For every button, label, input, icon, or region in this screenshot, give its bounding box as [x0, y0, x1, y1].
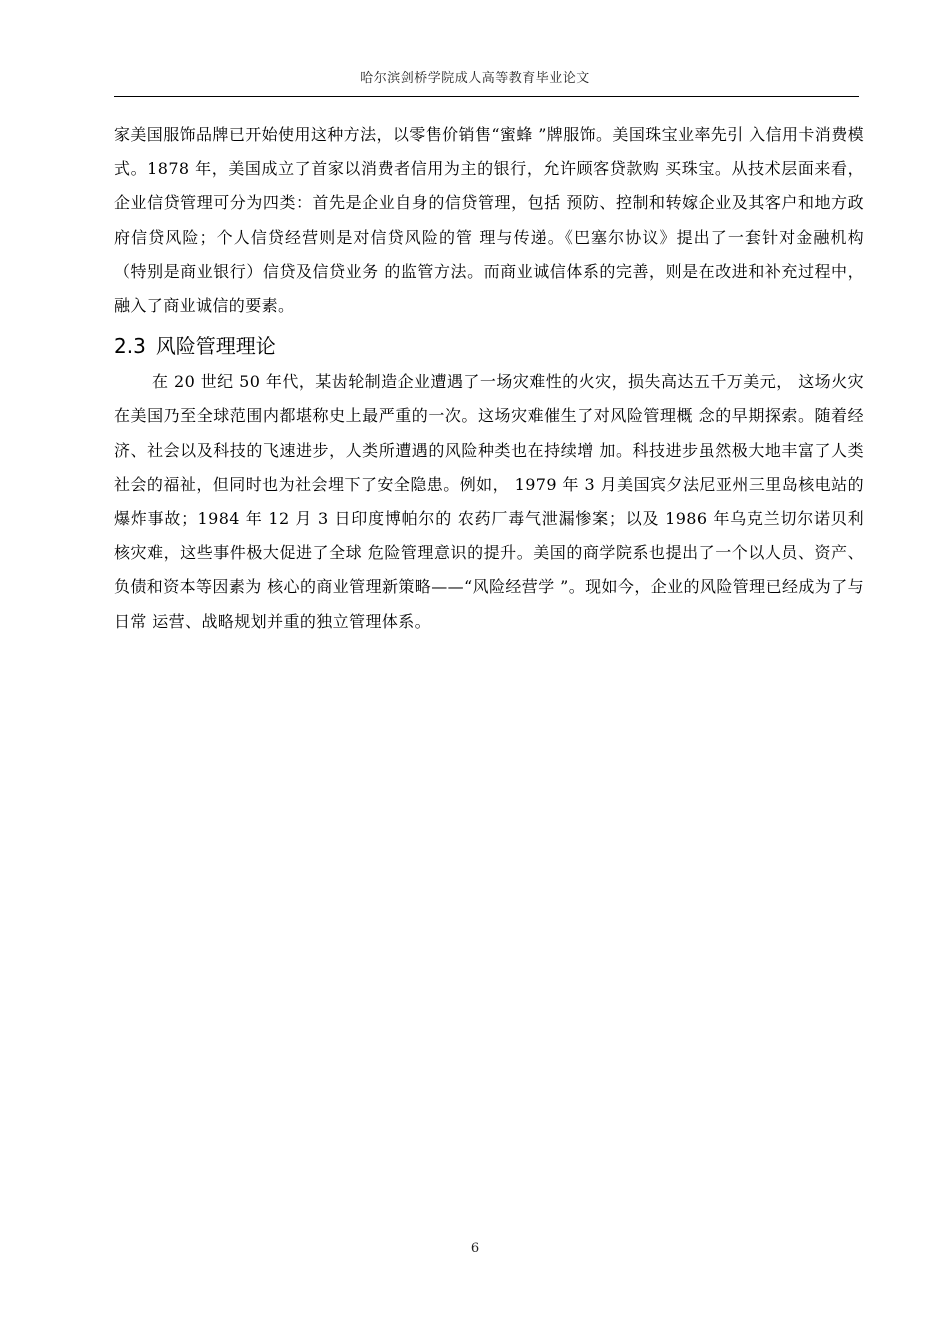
section-heading — [114, 331, 864, 361]
body-paragraph-2: 在 20 世纪 50 年代，某齿轮制造企业遭遇了一场灾难性的火灾，损失高达五千万美元， 这场火灾在美国乃至全球范围内都堪称史上最严重的一次。这场灾难催生了对风险管理概 念的早期探索。随着经济、社会以及科技的飞速进步，人类所遭遇的风险种类也在持续增 加。科技进步虽然极大地丰富了人类社会的福祉，但同时也为社会埋下了安全隐患。例如， 1979 年 3 月美国宾夕法尼亚州三里岛核电站的爆炸事故；1984 年 12 月 3 日印度博帕尔的 农药厂毒气泄漏惨案；以及 1986 年乌克兰切尔诺贝利核灾难，这些事件极大促进了全球 危险管理意识的提升。美国的商学院系也提出了一个以人员、资产、负债和资本等因素为 核心的商业管理新策略——“风险经营学 ”。现如今，企业的风险管理已经成为了与日常 运营、战略规划并重的独立管理体系。 — [114, 372, 864, 631]
running-header: 哈尔滨剑桥学院成人高等教育毕业论文 — [360, 71, 590, 86]
page-number: 6 — [470, 1241, 480, 1256]
body-paragraph-1: 家美国服饰品牌已开始使用这种方法，以零售价销售“蜜蜂 ”牌服饰。美国珠宝业率先引 入信用卡消费模式。1878 年，美国成立了首家以消费者信用为主的银行，允许顾客贷款购 买珠宝。从技术层面来看，企业信贷管理可分为四类：首先是企业自身的信贷管理，包括 预防、控制和转嫁企业及其客户和地方政府信贷风险；个人信贷经营则是对信贷风险的管 理与传递。《巴塞尔协议》提出了一套针对金融机构（特别是商业银行）信贷及信贷业务 的监管方法。而商业诚信体系的完善，则是在改进和补充过程中，融入了商业诚信的要素。 — [114, 125, 864, 316]
section-title: 风险管理理论 — [155, 334, 276, 359]
section-number: 2.3 — [114, 334, 146, 359]
page-body — [114, 118, 864, 639]
header-divider — [114, 96, 859, 97]
